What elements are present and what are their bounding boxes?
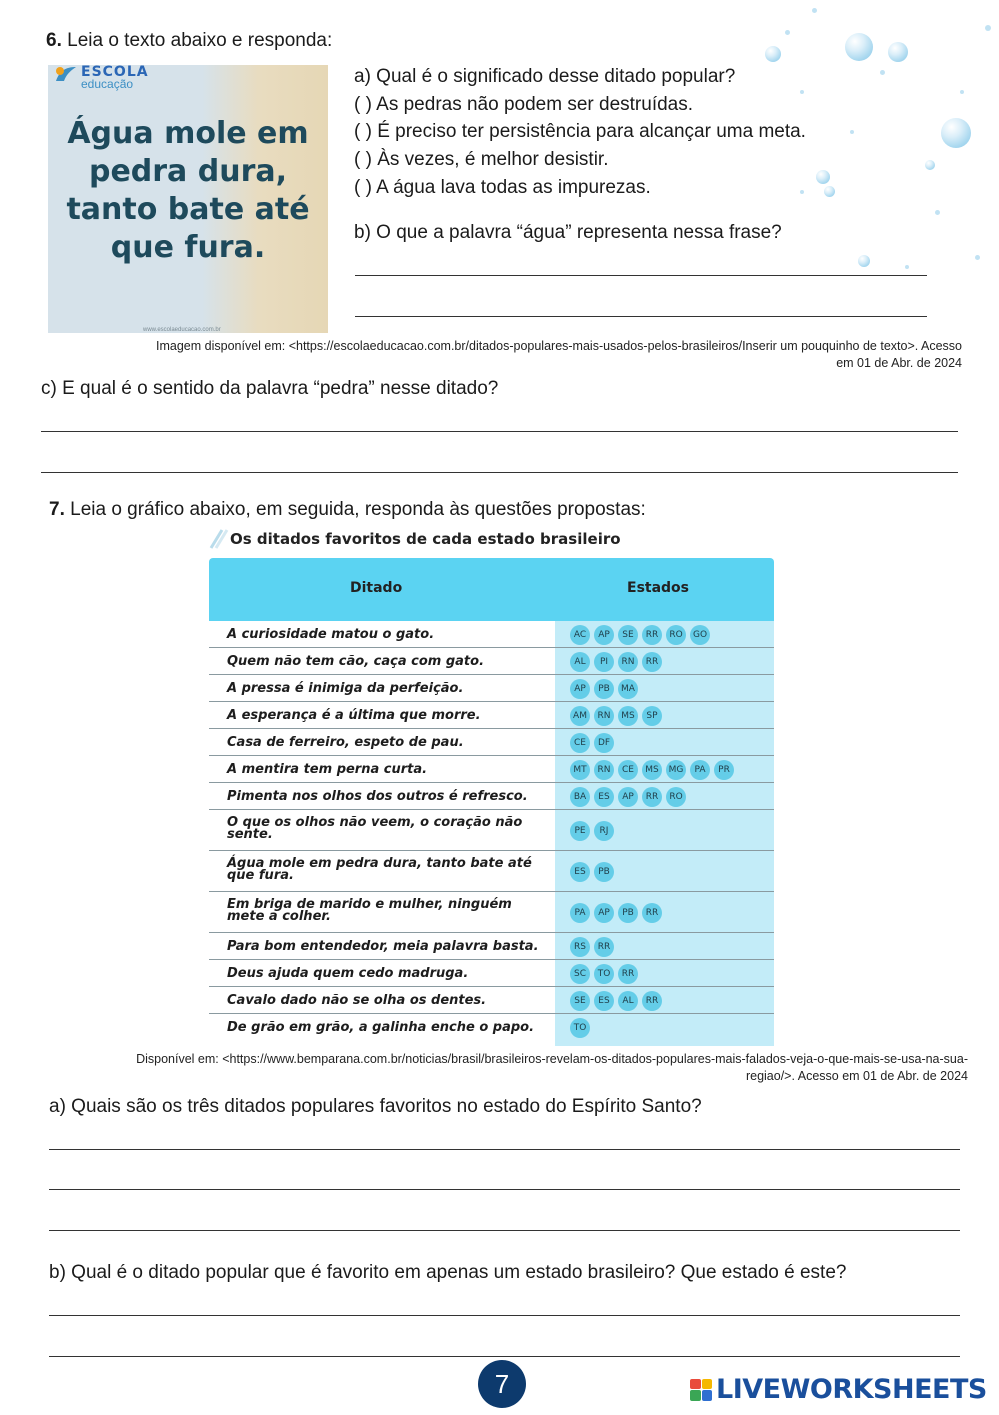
- question-6c-prompt: c) E qual é o sentido da palavra “pedra” nesse ditado?: [41, 378, 499, 399]
- state-chip: GO: [690, 625, 710, 645]
- state-chip: PA: [570, 903, 590, 923]
- state-chip: SP: [642, 706, 662, 726]
- state-chip: TO: [570, 1018, 590, 1038]
- question-7-title: [49, 499, 646, 521]
- chart-title-icon: [208, 528, 230, 555]
- row-saying: Quem não tem cão, caça com gato.: [227, 654, 485, 669]
- state-chip: RR: [618, 964, 638, 984]
- question-6b-prompt: b) O que a palavra “água” representa nessa frase?: [354, 222, 782, 243]
- answer-line[interactable]: [355, 316, 927, 317]
- page-number: 7: [478, 1360, 526, 1408]
- liveworksheets-brand: LIVEWORKSHEETS: [716, 1374, 987, 1405]
- question-6a-prompt: a) Qual é o significado desse ditado popular?: [354, 66, 736, 87]
- state-chip: RR: [642, 787, 662, 807]
- state-chip: PB: [594, 862, 614, 882]
- escola-saying-image: [48, 65, 328, 333]
- state-chip: RR: [642, 625, 662, 645]
- answer-line[interactable]: [49, 1356, 960, 1357]
- table-row: [209, 648, 774, 675]
- state-chip: SE: [618, 625, 638, 645]
- row-saying: Para bom entendedor, meia palavra basta.: [227, 939, 539, 954]
- row-saying: A curiosidade matou o gato.: [227, 627, 435, 642]
- row-states: [570, 706, 662, 726]
- state-chip: RR: [642, 903, 662, 923]
- question-number: 7.: [49, 499, 65, 520]
- state-chip: RR: [642, 991, 662, 1011]
- state-chip: RS: [570, 937, 590, 957]
- state-chip: SC: [570, 964, 590, 984]
- state-chip: RN: [594, 760, 614, 780]
- row-states: [570, 937, 614, 957]
- state-chip: ES: [594, 787, 614, 807]
- chart-credit: [20, 1051, 968, 1085]
- row-states: [570, 821, 614, 841]
- state-chip: PR: [714, 760, 734, 780]
- option-2[interactable]: ( ) É preciso ter persistência para alcançar uma meta.: [354, 121, 806, 143]
- state-chip: AL: [618, 991, 638, 1011]
- row-states: [570, 991, 662, 1011]
- image-credit: [40, 338, 962, 372]
- saying-line: tanto bate até: [66, 192, 310, 227]
- option-4[interactable]: ( ) A água lava todas as impurezas.: [354, 176, 651, 198]
- row-states: [570, 862, 614, 882]
- escola-image-footer: www.escolaeducacao.com.br: [143, 327, 221, 333]
- state-chip: AP: [594, 625, 614, 645]
- state-chip: ES: [594, 991, 614, 1011]
- table-header: [209, 558, 774, 621]
- table-row: [209, 675, 774, 702]
- row-states: [570, 787, 686, 807]
- option-3[interactable]: ( ) Às vezes, é melhor desistir.: [354, 149, 609, 171]
- escola-saying-text: [48, 115, 328, 267]
- state-chip: MG: [666, 760, 686, 780]
- state-chip: RO: [666, 787, 686, 807]
- row-states: [570, 652, 662, 672]
- question-6-title: [46, 30, 332, 52]
- credit-line: regiao/>. Acesso em 01 de Abr. de 2024: [745, 1069, 968, 1083]
- table-row: [209, 756, 774, 783]
- table-row: [209, 960, 774, 987]
- state-chip: DF: [594, 733, 614, 753]
- table-row: [209, 892, 774, 933]
- saying-line: que fura.: [110, 230, 266, 265]
- row-saying: Pimenta nos olhos dos outros é refresco.: [227, 789, 528, 804]
- question-7b-prompt: b) Qual é o ditado popular que é favorito em apenas um estado brasileiro? Que estado é este?: [49, 1262, 847, 1283]
- state-chip: PI: [594, 652, 614, 672]
- credit-line: Imagem disponível em: <https://escolaeducacao.com.br/ditados-populares-mais-usados-pelos-brasileiros/Inserir um pouquinho de texto>. Acesso: [156, 339, 962, 353]
- state-chip: MS: [618, 706, 638, 726]
- state-chip: MA: [618, 679, 638, 699]
- row-saying: Cavalo dado não se olha os dentes.: [227, 993, 487, 1008]
- state-chip: BA: [570, 787, 590, 807]
- row-saying: A esperança é a última que morre.: [227, 708, 481, 723]
- escola-logo-subtext: educação: [81, 77, 134, 91]
- answer-line[interactable]: [49, 1189, 960, 1190]
- state-chip: RO: [666, 625, 686, 645]
- saying-line: pedra dura,: [88, 154, 288, 189]
- question-text: Leia o gráfico abaixo, em seguida, responda às questões propostas:: [70, 499, 646, 520]
- row-saying: De grão em grão, a galinha enche o papo.: [227, 1020, 535, 1035]
- row-saying: Em briga de marido e mulher, ninguém mete a colher.: [227, 897, 512, 924]
- state-chip: PA: [690, 760, 710, 780]
- row-saying: A mentira tem perna curta.: [227, 762, 428, 777]
- table-row: [209, 851, 774, 892]
- row-states: [570, 1018, 590, 1038]
- state-chip: SE: [570, 991, 590, 1011]
- escola-logo-mark-icon: [54, 65, 78, 85]
- state-chip: AP: [594, 903, 614, 923]
- table-row: [209, 810, 774, 851]
- row-saying: Água mole em pedra dura, tanto bate até que fura.: [227, 856, 532, 883]
- answer-line[interactable]: [41, 431, 958, 432]
- state-chip: CE: [618, 760, 638, 780]
- question-6a: [354, 63, 806, 202]
- state-chip: PB: [618, 903, 638, 923]
- state-chip: AM: [570, 706, 590, 726]
- liveworksheets-logo: [690, 1374, 987, 1405]
- state-chip: MS: [642, 760, 662, 780]
- row-saying: Deus ajuda quem cedo madruga.: [227, 966, 469, 981]
- state-chip: PE: [570, 821, 590, 841]
- question-text: Leia o texto abaixo e responda:: [67, 30, 333, 51]
- credit-line: em 01 de Abr. de 2024: [836, 356, 962, 370]
- state-chip: AP: [570, 679, 590, 699]
- table-row: [209, 621, 774, 648]
- escola-logo: [54, 65, 149, 90]
- answer-line[interactable]: [41, 472, 958, 473]
- row-states: [570, 733, 614, 753]
- state-chip: RN: [618, 652, 638, 672]
- row-states: [570, 625, 710, 645]
- row-states: [570, 679, 638, 699]
- table-row: [209, 1014, 774, 1042]
- state-chip: RN: [594, 706, 614, 726]
- saying-line: Água mole em: [67, 116, 309, 151]
- option-1[interactable]: ( ) As pedras não podem ser destruídas.: [354, 93, 694, 115]
- row-states: [570, 903, 662, 923]
- liveworksheets-logo-icon: [690, 1379, 712, 1401]
- question-number: 6.: [46, 30, 62, 51]
- state-chip: PB: [594, 679, 614, 699]
- state-chip: MT: [570, 760, 590, 780]
- table-row: [209, 702, 774, 729]
- state-chip: AP: [618, 787, 638, 807]
- state-chip: RR: [594, 937, 614, 957]
- state-chip: AL: [570, 652, 590, 672]
- row-states: [570, 964, 638, 984]
- answer-line[interactable]: [49, 1149, 960, 1150]
- answer-line[interactable]: [355, 275, 927, 276]
- answer-line[interactable]: [49, 1230, 960, 1231]
- row-saying: Casa de ferreiro, espeto de pau.: [227, 735, 464, 750]
- table-row: [209, 729, 774, 756]
- row-saying: A pressa é inimiga da perfeição.: [227, 681, 464, 696]
- table-row: [209, 933, 774, 960]
- credit-line: Disponível em: <https://www.bemparana.com.br/noticias/brasil/brasileiros-revelam-os-ditados-populares-mais-falados-veja-o-que-mais-se-usa-na-sua-: [136, 1052, 968, 1066]
- state-chip: ES: [570, 862, 590, 882]
- table-row: [209, 987, 774, 1014]
- state-chip: AC: [570, 625, 590, 645]
- sayings-table: [209, 558, 774, 1046]
- row-states: [570, 760, 734, 780]
- table-row: [209, 783, 774, 810]
- state-chip: RJ: [594, 821, 614, 841]
- header-ditado: Ditado: [350, 580, 403, 596]
- escola-logo-text: ESCOLA: [81, 65, 149, 80]
- question-7a-prompt: a) Quais são os três ditados populares favoritos no estado do Espírito Santo?: [49, 1096, 702, 1117]
- state-chip: CE: [570, 733, 590, 753]
- state-chip: TO: [594, 964, 614, 984]
- row-saying: O que os olhos não veem, o coração não sente.: [227, 815, 523, 842]
- state-chip: RR: [642, 652, 662, 672]
- header-estados: Estados: [627, 580, 690, 596]
- chart-title: Os ditados favoritos de cada estado brasileiro: [230, 530, 621, 548]
- answer-line[interactable]: [49, 1315, 960, 1316]
